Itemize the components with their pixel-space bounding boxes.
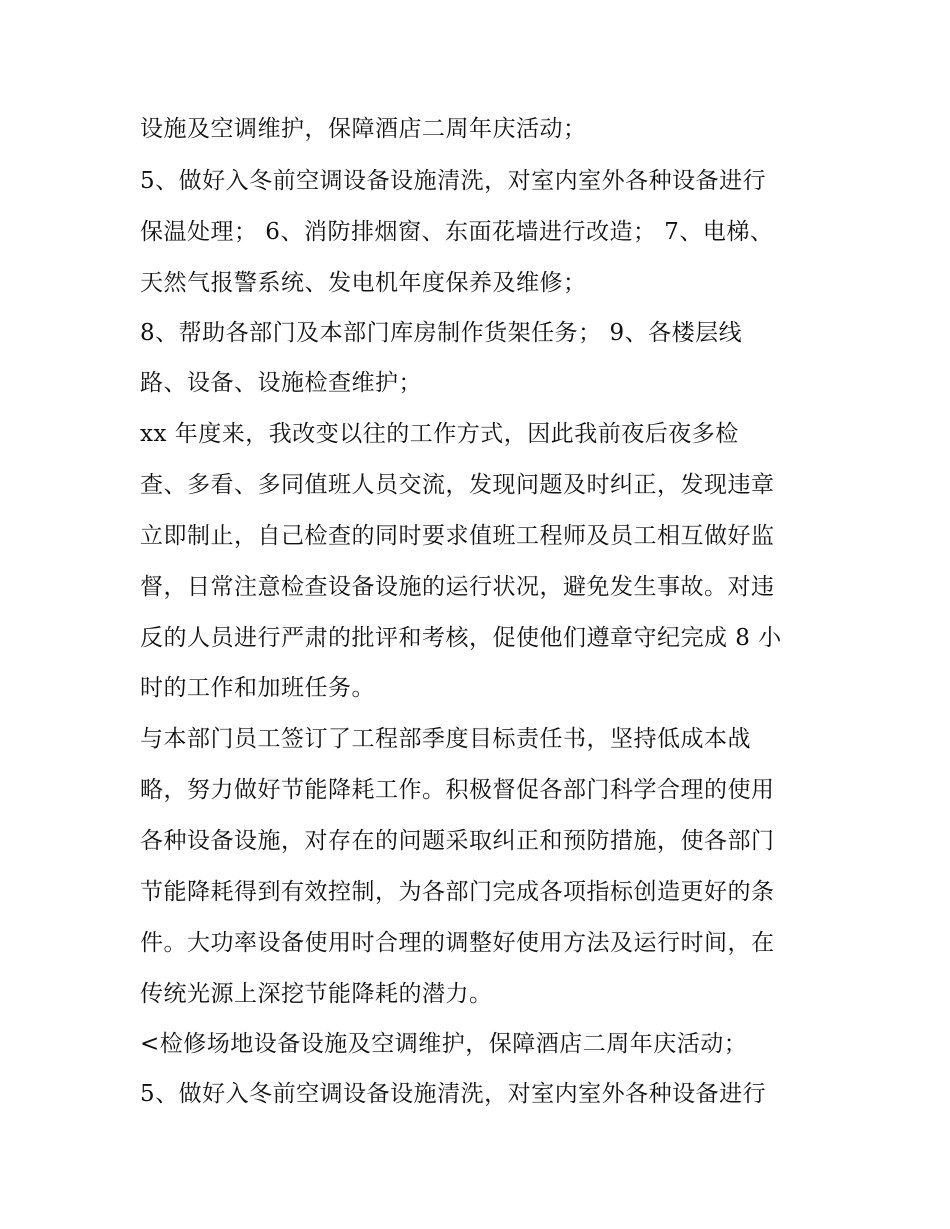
text-line: 督，日常注意检查设备设施的运行状况，避免发生事故。对违: [140, 574, 775, 600]
text-line: 反的人员进行严肃的批评和考核，促使他们遵章守纪完成 8 小: [140, 625, 782, 651]
text-line: xx 年度来，我改变以往的工作方式，因此我前夜后夜多检: [140, 421, 739, 447]
text-line: 略，努力做好节能降耗工作。积极督促各部门科学合理的使用: [140, 777, 775, 803]
text-line: 设施及空调维护，保障酒店二周年庆活动；: [140, 116, 587, 142]
text-line: 8、帮助各部门及本部门库房制作货架任务； 9、各楼层线: [140, 320, 743, 346]
text-line: 5、做好入冬前空调设备设施清洗，对室内室外各种设备进行: [140, 168, 767, 194]
text-line: 节能降耗得到有效控制，为各部门完成各项指标创造更好的条: [140, 879, 775, 905]
text-line: <检修场地设备设施及空调维护，保障酒店二周年庆活动；: [140, 1031, 748, 1057]
text-line: 与本部门员工签订了工程部季度目标责任书，坚持低成本战: [140, 726, 751, 752]
text-line: 5、做好入冬前空调设备设施清洗，对室内室外各种设备进行: [140, 1081, 767, 1107]
text-line: 件。大功率设备使用时合理的调整好使用方法及运行时间，在: [140, 930, 775, 956]
text-line: 时的工作和加班任务。: [140, 675, 375, 701]
text-line: 天然气报警系统、发电机年度保养及维修；: [140, 270, 587, 296]
text-line: 路、设备、设施检查维护；: [140, 370, 422, 396]
text-line: 各种设备设施，对存在的问题采取纠正和预防措施，使各部门: [140, 828, 775, 854]
text-line: 查、多看、多同值班人员交流，发现问题及时纠正，发现违章: [140, 472, 775, 498]
text-line: 传统光源上深挖节能降耗的潜力。: [140, 981, 493, 1007]
text-line: 保温处理； 6、消防排烟窗、东面花墙进行改造； 7、电梯、: [140, 219, 774, 245]
text-line: 立即制止，自己检查的同时要求值班工程师及员工相互做好监: [140, 523, 775, 549]
